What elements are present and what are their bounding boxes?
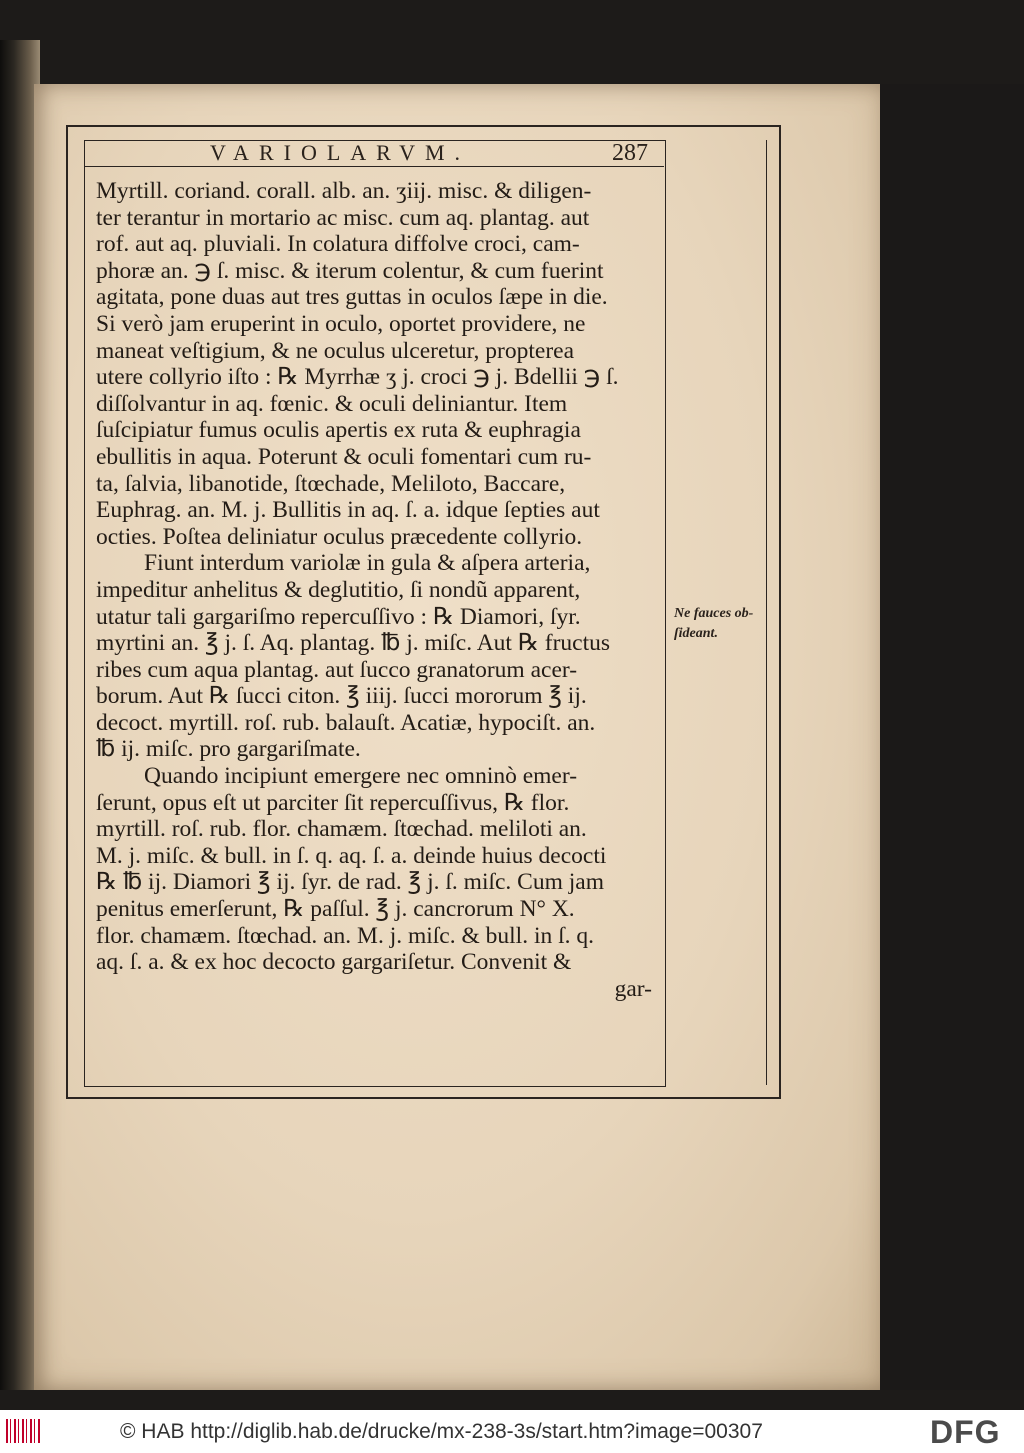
text-line: ebullitis in aqua. Poterunt & oculi fomentari cum ru- bbox=[96, 443, 592, 470]
running-head: VARIOLARVM. bbox=[210, 140, 471, 165]
text-line: borum. Aut ℞ ſucci citon. ℥ iiij. ſucci mororum ℥ ij. bbox=[96, 683, 587, 710]
text-line: rof. aut aq. pluviali. In colatura diffolve croci, cam- bbox=[96, 231, 580, 258]
page-background-right bbox=[880, 84, 1024, 1390]
hab-logo-icon bbox=[6, 1419, 40, 1443]
text-line: Euphrag. an. M. j. Bullitis in aq. ſ. a. idque ſepties aut bbox=[96, 497, 600, 524]
text-line: Si verò jam eruperint in oculo, oportet providere, ne bbox=[96, 310, 586, 337]
text-line: diſſolvantur in aq. fœnic. & oculi deliniantur. Item bbox=[96, 390, 568, 417]
paragraph-start-line: Quando incipiunt emergere nec omninò emer- bbox=[144, 763, 578, 790]
footer-credit-link[interactable]: © HAB http://diglib.hab.de/drucke/mx-238-3s/start.htm?image=00307 bbox=[120, 1420, 763, 1443]
text-line: ribes cum aqua plantag. aut ſucco granatorum acer- bbox=[96, 656, 578, 683]
text-line: impeditur anhelitus & deglutitio, ſi nondũ apparent, bbox=[96, 576, 581, 603]
page-number: 287 bbox=[612, 140, 648, 166]
body-text bbox=[96, 178, 658, 1002]
text-line: ter terantur in mortario ac misc. cum aq. plantag. aut bbox=[96, 204, 590, 231]
text-line: myrtini an. ℥ j. ſ. Aq. plantag. ℔ j. miſc. Aut ℞ fructus bbox=[96, 630, 611, 657]
text-line: ta, ſalvia, libanotide, ſtœchade, Meliloto, Baccare, bbox=[96, 470, 566, 497]
paragraph-start-line: Fiunt interdum variolæ in gula & aſpera arteria, bbox=[144, 550, 591, 577]
catchword: gar- bbox=[614, 975, 652, 1002]
text-line: phoræ an. ℈ ſ. misc. & iterum colentur, & cum fuerint bbox=[96, 257, 604, 284]
text-line: aq. ſ. a. & ex hoc decocto gargariſetur. Convenit & bbox=[96, 949, 572, 976]
text-line: ℞ ℔ ij. Diamori ℥ ij. ſyr. de rad. ℥ j. ſ. miſc. Cum jam bbox=[96, 869, 605, 896]
text-line: utere collyrio iſto : ℞ Myrrhæ ʒ j. croci ℈ j. Bdellii ℈ ſ. bbox=[96, 364, 619, 391]
text-line: maneat veſtigium, & ne oculus ulceretur, propterea bbox=[96, 337, 575, 364]
text-line: utatur tali gargariſmo repercuſſivo : ℞ Diamori, ſyr. bbox=[96, 603, 581, 630]
text-line: octies. Poſtea deliniatur oculus præcedente collyrio. bbox=[96, 523, 583, 550]
text-line: flor. chamæm. ſtœchad. an. M. j. miſc. & bull. in ſ. q. bbox=[96, 922, 595, 949]
margin-frame-line bbox=[766, 140, 767, 1085]
text-line: Myrtill. coriand. corall. alb. an. ʒiij. misc. & diligen- bbox=[96, 178, 592, 204]
text-line: myrtill. roſ. rub. flor. chamæm. ſtœchad. meliloti an. bbox=[96, 816, 587, 843]
dfg-logo: DFG bbox=[930, 1414, 1001, 1450]
text-line: agitata, pone duas aut tres guttas in oculos ſæpe in die. bbox=[96, 284, 608, 311]
text-line: ℔ ij. miſc. pro gargariſmate. bbox=[96, 736, 361, 763]
header-rule bbox=[84, 166, 664, 167]
text-line: ſuſcipiatur fumus oculis apertis ex ruta & euphragia bbox=[96, 417, 581, 444]
text-line: ſerunt, opus eſt ut parciter ſit repercuſſivus, ℞ flor. bbox=[96, 789, 570, 816]
text-line: M. j. miſc. & bull. in ſ. q. aq. ſ. a. deinde huius decocti bbox=[96, 842, 607, 869]
marginal-note: Ne fauces ob-ſideant. bbox=[674, 606, 754, 641]
text-line: penitus emerſerunt, ℞ paſſul. ℥ j. cancrorum N° X. bbox=[96, 896, 575, 923]
text-line: decoct. myrtill. roſ. rub. balauſt. Acatiæ, hypociſt. an. bbox=[96, 709, 596, 736]
